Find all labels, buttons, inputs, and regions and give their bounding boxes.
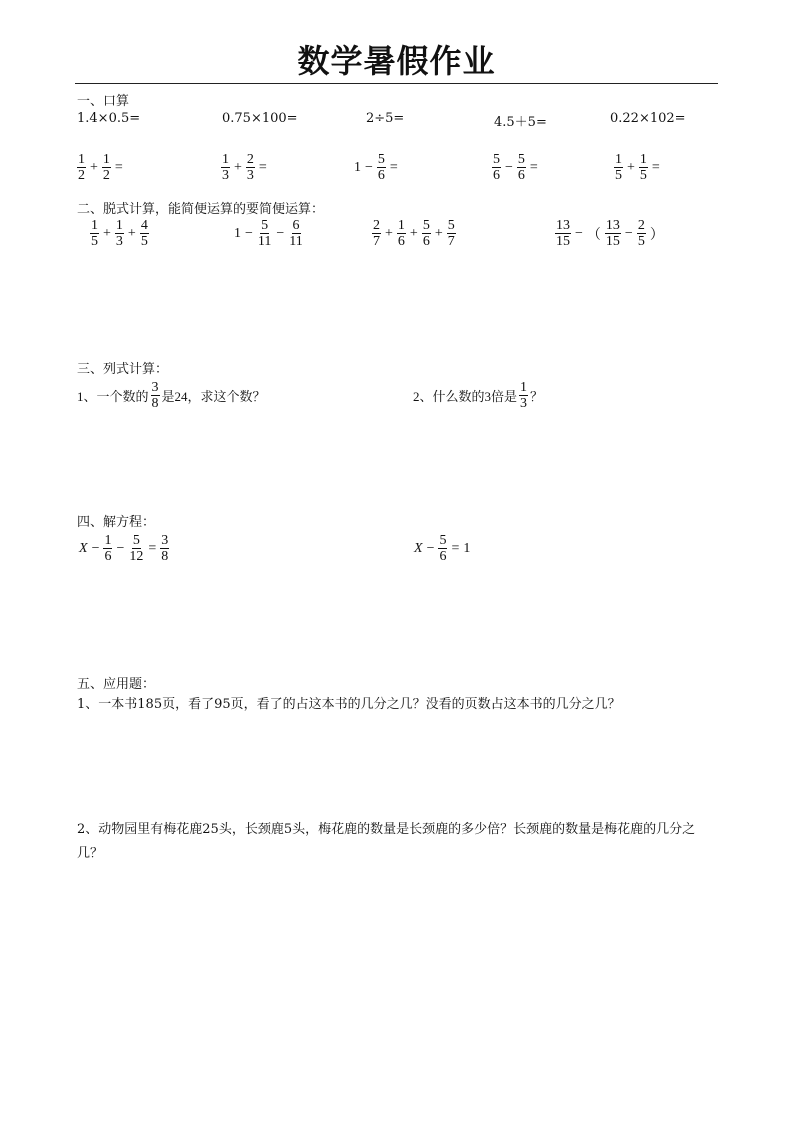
numerator: 5 [517, 152, 525, 167]
numerator: 2 [373, 218, 380, 233]
numerator: 1 [78, 152, 85, 167]
fraction [614, 152, 623, 183]
numerator: 3 [161, 533, 169, 548]
fraction [160, 533, 169, 564]
operator: − [624, 225, 633, 241]
right-paren: ） [649, 227, 664, 243]
equals: = [148, 540, 157, 556]
numerator: 5 [439, 533, 447, 548]
question-text: 1、一个数的 [77, 389, 149, 404]
operator: − [575, 225, 583, 241]
numerator: 13 [556, 218, 570, 233]
denominator: 2 [78, 168, 85, 183]
lead-number: 1 [234, 225, 241, 241]
fraction [257, 218, 272, 249]
left-paren: （ [586, 227, 601, 243]
numerator: 1 [91, 218, 98, 233]
equals: = [114, 159, 123, 175]
denominator: 8 [161, 549, 169, 564]
question-text: ？ [530, 389, 544, 404]
section-2-heading: 二、脱式计算，能简便运算的要简便运算： [77, 202, 325, 217]
word-problem-2: 2、动物园里有梅花鹿25头，长颈鹿5头，梅花鹿的数量是长颈鹿的多少倍？长颈鹿的数量是梅花鹿的几分之几？ [77, 822, 696, 861]
fraction [151, 380, 160, 411]
denominator: 6 [397, 234, 405, 249]
equals: = [451, 540, 460, 556]
fraction [221, 152, 230, 183]
numerator: 3 [151, 380, 159, 395]
fraction-calc-1 [75, 152, 125, 183]
denominator: 5 [639, 168, 647, 183]
numerator: 5 [447, 218, 455, 233]
stepwise-calc-3 [370, 218, 458, 249]
denominator: 3 [520, 396, 528, 411]
oral-calc-2: 0.75×100= [222, 111, 298, 126]
denominator: 12 [129, 549, 144, 564]
fraction [639, 152, 648, 183]
fraction [115, 218, 124, 249]
section-1-heading: 一、口算 [77, 94, 130, 109]
denominator: 6 [493, 168, 500, 183]
denominator: 15 [605, 234, 620, 249]
operator: − [505, 159, 513, 175]
numerator: 1 [115, 218, 123, 233]
oral-calc-3: 2÷5= [366, 111, 405, 126]
operator: − [245, 225, 253, 241]
operator: + [103, 225, 111, 241]
question-text: 是24，求这个数？ [161, 389, 266, 404]
numerator: 6 [292, 218, 300, 233]
numerator: 1 [397, 218, 405, 233]
numerator: 5 [493, 152, 500, 167]
word-problem-1: 1、一本书185页，看了95页，看了的占这本书的几分之几？没看的页数占这本书的几分之几？ [77, 697, 621, 712]
variable: X [79, 540, 88, 556]
oral-calc-1: 1.4×0.5= [77, 111, 141, 126]
fraction-calc-4 [490, 152, 540, 183]
stepwise-calc-4 [553, 218, 666, 249]
numerator: 1 [104, 533, 112, 548]
operator: + [385, 225, 393, 241]
section-4-heading: 四、解方程： [77, 515, 156, 530]
operator: − [116, 540, 125, 556]
denominator: 6 [422, 234, 430, 249]
fraction [103, 533, 112, 564]
numerator: 2 [246, 152, 254, 167]
fraction [372, 218, 381, 249]
oral-calc-4: 4.5＋5= [494, 115, 547, 130]
numerator: 5 [422, 218, 430, 233]
fraction [438, 533, 447, 564]
numerator: 4 [140, 218, 148, 233]
denominator: 6 [104, 549, 112, 564]
fraction-calc-2 [219, 152, 269, 183]
fraction [77, 152, 86, 183]
fraction [246, 152, 255, 183]
denominator: 5 [637, 234, 645, 249]
denominator: 3 [222, 168, 229, 183]
equals: = [389, 159, 398, 175]
numerator: 1 [615, 152, 622, 167]
operator: + [627, 159, 635, 175]
operator: + [90, 159, 98, 175]
equals: = [529, 159, 538, 175]
denominator: 6 [439, 549, 447, 564]
operator: − [426, 540, 435, 556]
numerator: 13 [605, 218, 620, 233]
denominator: 6 [377, 168, 385, 183]
fraction [519, 380, 528, 411]
numerator: 5 [132, 533, 140, 548]
numerator: 1 [102, 152, 110, 167]
operator: + [434, 225, 443, 241]
numerator: 5 [261, 218, 269, 233]
title-divider [75, 83, 718, 84]
numerator: 1 [222, 152, 229, 167]
word-calc-2 [413, 380, 543, 411]
operator: + [409, 225, 418, 241]
fraction [377, 152, 386, 183]
page-title: 数学暑假作业 [297, 42, 496, 80]
denominator: 5 [140, 234, 148, 249]
denominator: 7 [373, 234, 380, 249]
stepwise-calc-1 [88, 218, 151, 249]
denominator: 2 [102, 168, 110, 183]
equation-1 [79, 533, 171, 564]
denominator: 11 [257, 234, 272, 249]
operator: + [127, 225, 136, 241]
variable: X [414, 540, 423, 556]
fraction [492, 152, 501, 183]
denominator: 11 [289, 234, 303, 249]
operator: − [276, 225, 285, 241]
word-calc-1 [77, 380, 266, 411]
operator: + [234, 159, 242, 175]
denominator: 5 [615, 168, 622, 183]
fraction [517, 152, 526, 183]
equals: = [651, 159, 660, 175]
section-3-heading: 三、列式计算： [77, 362, 169, 377]
numerator: 5 [377, 152, 385, 167]
denominator: 15 [556, 234, 570, 249]
section-5-heading: 五、应用题： [77, 677, 156, 692]
fraction [140, 218, 149, 249]
fraction [102, 152, 111, 183]
fraction [397, 218, 406, 249]
fraction [605, 218, 621, 249]
numerator: 2 [637, 218, 645, 233]
denominator: 5 [91, 234, 98, 249]
stepwise-calc-2 [232, 218, 306, 249]
question-text: 2、什么数的3倍是 [413, 389, 518, 404]
fraction-calc-5 [612, 152, 662, 183]
oral-calc-5: 0.22×102= [610, 111, 686, 126]
lead-number: 1 [354, 159, 361, 175]
fraction [447, 218, 456, 249]
denominator: 3 [115, 234, 123, 249]
fraction [90, 218, 99, 249]
rhs-number: 1 [463, 540, 471, 556]
fraction-calc-3 [352, 152, 400, 183]
equation-2 [414, 533, 472, 564]
denominator: 6 [517, 168, 525, 183]
denominator: 8 [151, 396, 159, 411]
fraction [637, 218, 646, 249]
fraction [128, 533, 144, 564]
numerator: 1 [639, 152, 647, 167]
denominator: 7 [447, 234, 455, 249]
operator: − [91, 540, 100, 556]
numerator: 1 [520, 380, 528, 395]
denominator: 3 [246, 168, 254, 183]
fraction [555, 218, 571, 249]
equals: = [258, 159, 267, 175]
fraction [422, 218, 431, 249]
fraction [288, 218, 303, 249]
operator: − [365, 159, 373, 175]
